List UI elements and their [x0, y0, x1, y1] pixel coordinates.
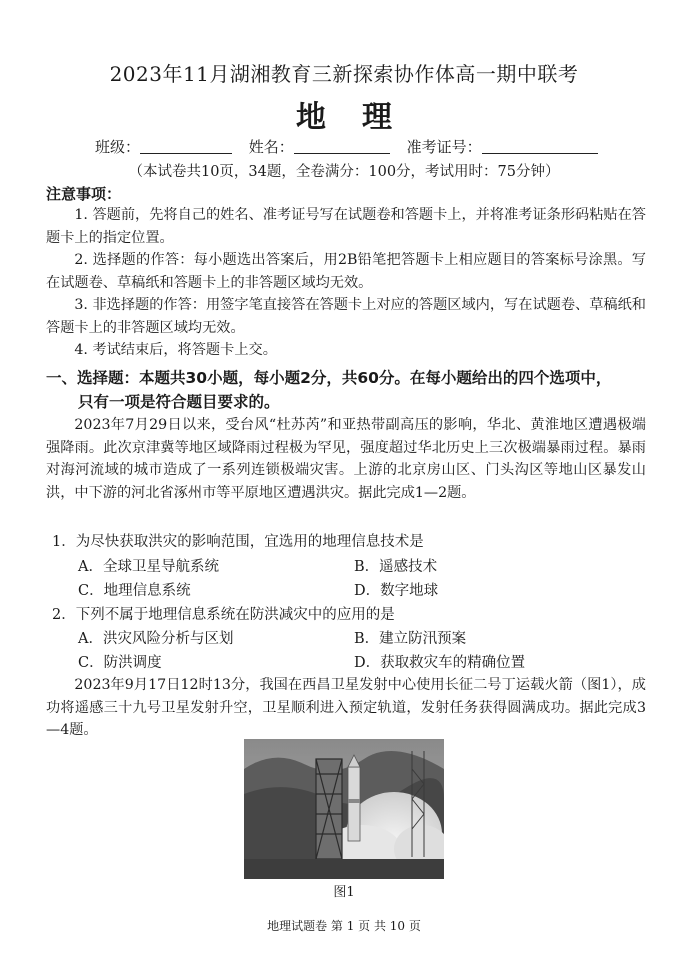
figure-caption: 图1 — [333, 885, 355, 900]
notice-item-4: 4. 考试结束后，将答题卡上交。 — [74, 342, 277, 358]
question-1-option-c: C．地理信息系统 — [78, 583, 191, 599]
paper-note: （本试卷共10页，34题，全卷满分：100分，考试用时：75分钟） — [128, 164, 560, 180]
rocket-launch-photo — [244, 739, 444, 879]
passage-2: 2023年9月17日12时13分，我国在西昌卫星发射中心使用长征二号丁运载火箭（图1），成功将遥感三十九号卫星发射升空，卫星顺利进入预定轨道，发射任务获得圆满成功。据此完成3—4题。 — [46, 677, 646, 738]
class-label: 班级： — [95, 138, 141, 156]
question-2-stem: 2．下列不属于地理信息系统在防洪减灾中的应用的是 — [52, 607, 395, 623]
question-2-option-b: B．建立防汛预案 — [354, 631, 467, 647]
passage-1: 2023年7月29日以来，受台风“杜苏芮”和亚热带副高压的影响，华北、黄淮地区遭遇极端强降雨。此次京津冀等地区域降雨过程极为罕见，强度超过华北历史上三次极端暴雨过程。暴雨对海河流域的城市造成了一系列连锁极端灾害。上游的北京房山区、门头沟区等地山区暴发山洪，中下游的河北省涿州市等平原地区遭遇洪灾。据此完成1—2题。 — [46, 417, 646, 501]
section-heading-line1: 一、选择题：本题共30小题，每小题2分，共60分。在每小题给出的四个选项中， — [46, 369, 612, 387]
name-blank — [294, 139, 390, 154]
question-2-option-d: D．获取救灾车的精确位置 — [354, 655, 526, 671]
ticket-blank — [482, 139, 598, 154]
candidate-info-line — [95, 136, 598, 157]
subject-title: 地理 — [296, 100, 428, 135]
page-footer: 地理试题卷 第 1 页 共 10 页 — [267, 919, 421, 933]
name-label: 姓名： — [248, 138, 294, 156]
question-1-option-b: B．遥感技术 — [354, 559, 438, 575]
class-blank — [140, 139, 232, 154]
ticket-label: 准考证号： — [406, 138, 482, 156]
question-1-stem: 1．为尽快获取洪灾的影响范围，宜选用的地理信息技术是 — [52, 534, 424, 550]
question-2-option-c: C．防洪调度 — [78, 655, 162, 671]
notice-title: 注意事项： — [46, 185, 122, 203]
section-heading-line2: 只有一项是符合题目要求的。 — [78, 393, 280, 411]
section-heading — [46, 366, 656, 414]
question-2-option-a: A．洪灾风险分析与区划 — [78, 631, 234, 647]
notice-item-2: 2. 选择题的作答：每小题选出答案后，用2B铅笔把答题卡上相应题目的答案标号涂黑。写在试题卷、草稿纸和答题卡上的非答题区域均无效。 — [46, 252, 646, 291]
question-1-option-d: D．数字地球 — [354, 583, 439, 599]
question-1-option-a: A．全球卫星导航系统 — [78, 559, 219, 575]
notice-item-3: 3. 非选择题的作答：用签字笔直接答在答题卡上对应的答题区域内，写在试题卷、草稿纸和答题卡上的非答题区域均无效。 — [46, 297, 646, 336]
exam-title: 2023年11月湖湘教育三新探索协作体高一期中联考 — [109, 62, 579, 86]
notice-item-1: 1. 答题前，先将自己的姓名、准考证号写在试题卷和答题卡上，并将准考证条形码粘贴在答题卡上的指定位置。 — [46, 207, 646, 246]
